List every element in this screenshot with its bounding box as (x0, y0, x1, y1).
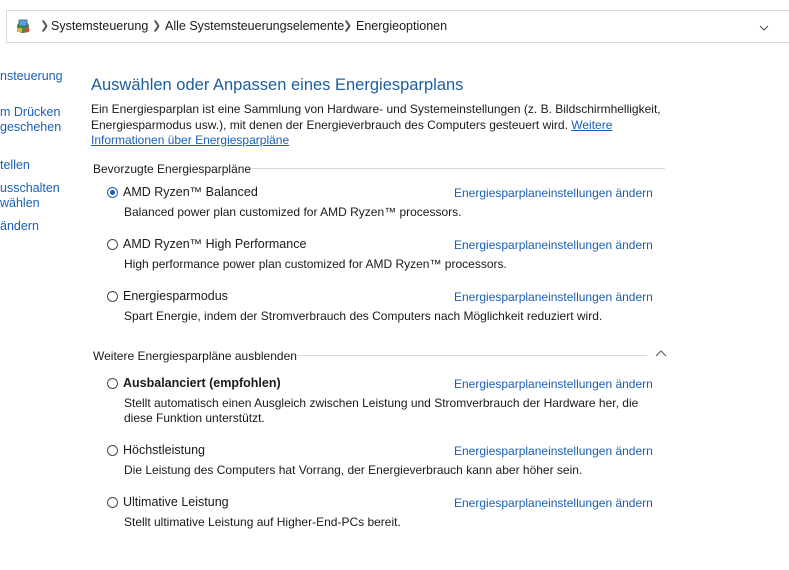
plan-name[interactable]: Ultimative Leistung (123, 495, 229, 509)
plan-description: Stellt ultimative Leistung auf Higher-End-PCs bereit. (124, 515, 401, 529)
plan-radio-amd-balanced[interactable] (107, 187, 118, 198)
change-plan-settings-link[interactable]: Energiesparplaneinstellungen ändern (454, 238, 653, 252)
sidebar-item-label: ändern (0, 219, 39, 233)
plan-name[interactable]: Höchstleistung (123, 443, 205, 457)
more-info-link[interactable]: Weitere Informationen über Energiesparpläne (91, 117, 613, 147)
plan-name[interactable]: AMD Ryzen™ Balanced (123, 185, 258, 199)
plan-radio-amd-high-performance[interactable] (107, 239, 118, 250)
chevron-right-icon[interactable]: ❯ (343, 20, 353, 32)
chevron-up-icon[interactable] (655, 349, 667, 357)
plan-radio-energiesparmodus[interactable] (107, 291, 118, 302)
plan-name[interactable]: AMD Ryzen™ High Performance (123, 237, 307, 251)
sidebar-item-sleep-change[interactable] (0, 219, 39, 234)
sidebar-item-systemsteuerung[interactable] (0, 69, 63, 84)
chevron-right-icon: ❯ (40, 20, 50, 32)
plan-radio-ultimative-leistung[interactable] (107, 497, 118, 508)
sidebar-item-display-off[interactable] (0, 181, 60, 211)
change-plan-settings-link[interactable]: Energiesparplaneinstellungen ändern (454, 377, 653, 391)
divider (252, 168, 665, 169)
plan-description: Balanced power plan customized for AMD Ryzen™ processors. (124, 205, 462, 219)
change-plan-settings-link[interactable]: Energiesparplaneinstellungen ändern (454, 186, 653, 200)
breadcrumb-systemsteuerung[interactable]: Systemsteuerung (51, 19, 149, 33)
sidebar-item-label: tellen (0, 158, 30, 172)
address-bar[interactable] (6, 10, 789, 43)
change-plan-settings-link[interactable]: Energiesparplaneinstellungen ändern (454, 290, 653, 304)
breadcrumb-energieoptionen[interactable]: Energieoptionen (356, 19, 448, 33)
plan-name[interactable]: Ausbalanciert (empfohlen) (123, 376, 281, 390)
control-panel-icon (14, 17, 32, 35)
page-title: Auswählen oder Anpassen eines Energiesparplans (91, 76, 464, 94)
change-plan-settings-link[interactable]: Energiesparplaneinstellungen ändern (454, 444, 653, 458)
sidebar-item-power-button[interactable] (0, 105, 61, 135)
chevron-down-icon[interactable] (759, 24, 769, 32)
breadcrumb-alle-elemente[interactable]: Alle Systemsteuerungselemente (165, 19, 345, 33)
sidebar-item-label: usschalten (0, 181, 60, 195)
plan-description: Spart Energie, indem der Stromverbrauch des Computers nach Möglichkeit reduziert wird. (124, 309, 603, 323)
sidebar-item-label: geschehen (0, 120, 62, 134)
plan-description: High performance power plan customized for AMD Ryzen™ processors. (124, 257, 507, 271)
sidebar-item-label: m Drücken (0, 105, 61, 119)
intro-text (91, 102, 661, 149)
more-plans-header[interactable]: Weitere Energiesparpläne ausblenden (93, 349, 297, 363)
plan-name[interactable]: Energiesparmodus (123, 289, 228, 303)
plan-radio-ausbalanciert[interactable] (107, 378, 118, 389)
plan-radio-hoechstleistung[interactable] (107, 445, 118, 456)
sidebar-item-create-plan[interactable] (0, 158, 30, 173)
plan-description: Die Leistung des Computers hat Vorrang, der Energieverbrauch kann aber höher sein. (124, 463, 583, 477)
change-plan-settings-link[interactable]: Energiesparplaneinstellungen ändern (454, 496, 653, 510)
sidebar-item-label: wählen (0, 196, 40, 210)
preferred-plans-header: Bevorzugte Energiesparpläne (93, 162, 252, 176)
sidebar-item-label: nsteuerung (0, 69, 63, 83)
chevron-right-icon[interactable]: ❯ (152, 20, 162, 32)
plan-description: Stellt automatisch einen Ausgleich zwischen Leistung und Stromverbrauch der Hardware her, die diese Funktion unterstützt. (124, 396, 639, 425)
intro-description: Ein Energiesparplan ist eine Sammlung von Hardware- und Systemeinstellungen (z. B. Bildschirmhelligkeit, Energiesparmodus usw.), mit denen der Energieverbrauch des Computers gesteuert wird. (91, 102, 661, 132)
divider (297, 355, 647, 356)
